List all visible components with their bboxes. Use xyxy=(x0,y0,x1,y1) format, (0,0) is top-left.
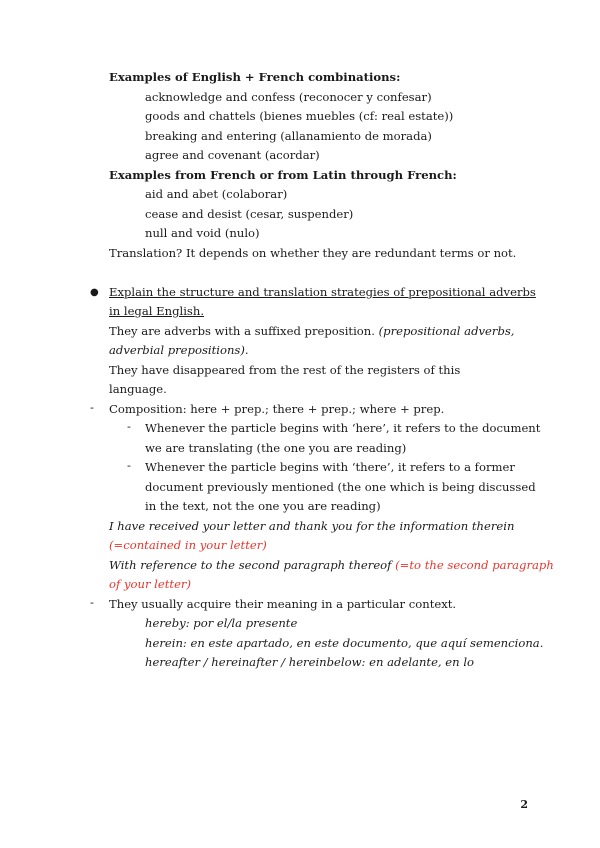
sub-item-there-cont: in the text, not the one you are reading) xyxy=(145,499,381,513)
context-item-herein: herein: en este apartado, en este documento, que aquí semenciona. xyxy=(145,636,544,650)
context-item-hereby: hereby: por el/la presente xyxy=(145,616,298,630)
context-item-hereafter: hereafter / hereinafter / hereinbelow: en adelante, en lo xyxy=(145,655,475,669)
eng-french-item: agree and covenant (acordar) xyxy=(145,148,320,162)
definition-italic: (prepositional adverbs, xyxy=(378,324,515,338)
definition-text: They are adverbs with a suffixed preposition. xyxy=(109,324,375,338)
disappeared-text: They have disappeared from the rest of the registers of this xyxy=(109,363,461,377)
sub-item-here-cont: we are translating (the one you are reading) xyxy=(145,441,407,455)
example-therein-note: (=contained in your letter) xyxy=(109,538,267,552)
eng-french-item: acknowledge and confess (reconocer y confesar) xyxy=(145,90,432,104)
dash-marker: - xyxy=(90,595,94,609)
french-latin-item: cease and desist (cesar, suspender) xyxy=(145,207,354,221)
definition-line xyxy=(109,322,515,341)
translation-note: Translation? It depends on whether they are redundant terms or not. xyxy=(109,246,517,260)
dash-marker: - xyxy=(127,458,131,472)
page-number: 2 xyxy=(520,798,528,811)
french-latin-heading: Examples from French or from Latin through French: xyxy=(109,168,457,182)
example-thereof: With reference to the second paragraph thereof xyxy=(109,558,392,572)
french-latin-item: null and void (nulo) xyxy=(145,226,260,240)
bullet-dot: ● xyxy=(90,287,99,298)
definition-italic-cont: adverbial prepositions). xyxy=(109,343,249,357)
example-therein: I have received your letter and thank you for the information therein xyxy=(109,519,515,533)
context-text: They usually acquire their meaning in a particular context. xyxy=(109,597,457,611)
dash-marker: - xyxy=(127,419,131,433)
eng-french-item: breaking and entering (allanamiento de morada) xyxy=(145,129,432,143)
example-thereof-note-cont: of your letter) xyxy=(109,577,191,591)
composition-text: Composition: here + prep.; there + prep.; where + prep. xyxy=(109,402,445,416)
eng-french-item: goods and chattels (bienes muebles (cf: real estate)) xyxy=(145,109,454,123)
example-thereof-line xyxy=(109,556,554,575)
disappeared-text-cont: language. xyxy=(109,382,167,396)
sub-item-there-cont: document previously mentioned (the one which is being discussed xyxy=(145,480,536,494)
french-latin-item: aid and abet (colaborar) xyxy=(145,187,288,201)
bullet-title-cont: in legal English. xyxy=(109,304,205,318)
sub-item-there: Whenever the particle begins with ‘there’, it refers to a former xyxy=(145,460,515,474)
dash-marker: - xyxy=(90,400,94,414)
eng-french-heading: Examples of English + French combinations: xyxy=(109,70,401,84)
bullet-title: Explain the structure and translation strategies of prepositional adverbs xyxy=(109,285,536,299)
example-thereof-note: (=to the second paragraph xyxy=(395,558,554,572)
sub-item-here: Whenever the particle begins with ‘here’, it refers to the document xyxy=(145,421,541,435)
